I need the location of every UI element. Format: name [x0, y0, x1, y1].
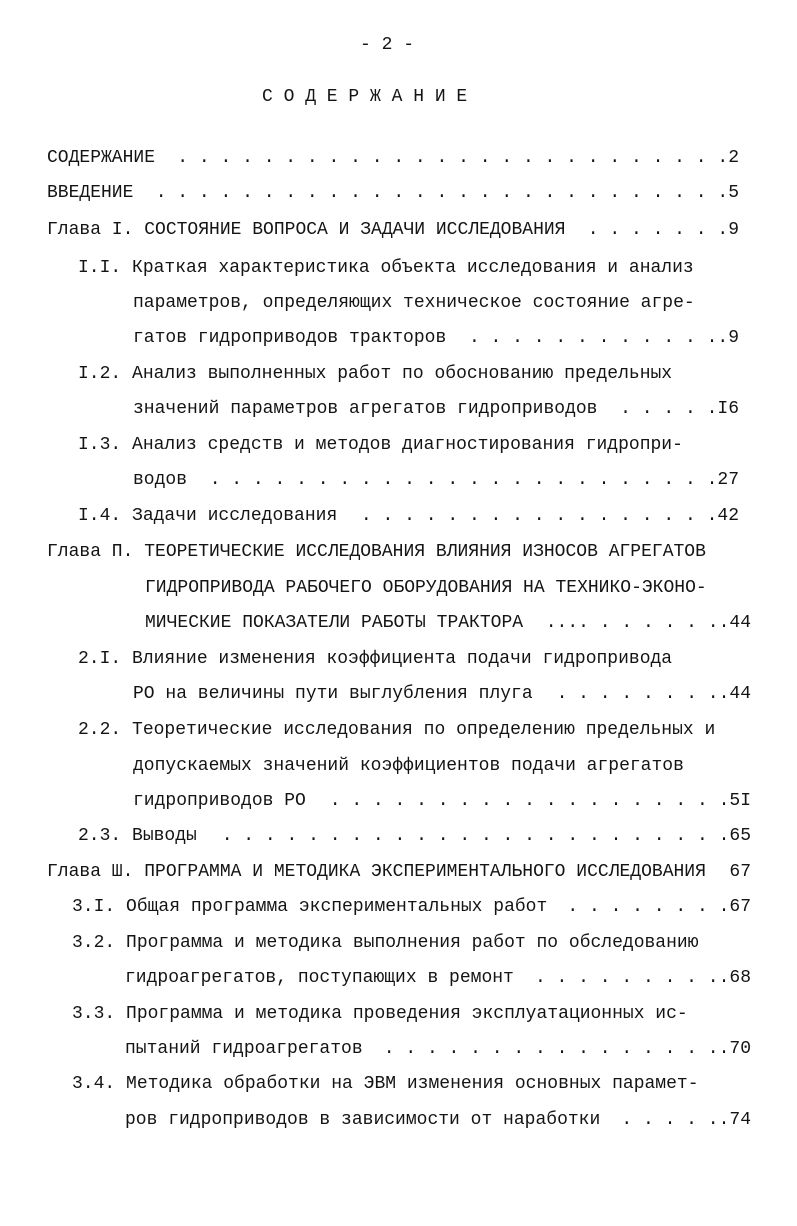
- toc-dot-leader: . . . . . . . . . . . .: [458, 328, 718, 348]
- toc-continuation-line: параметров, определяющих техническое состояние агре-: [133, 293, 695, 313]
- toc-continuation-line: [133, 469, 739, 491]
- toc-section-number: I.3.: [78, 435, 122, 455]
- toc-entry-title: СОДЕРЖАНИЕ: [47, 148, 156, 168]
- toc-chapter: [47, 219, 739, 241]
- toc-section: [72, 1073, 699, 1095]
- toc-section-number: 3.2.: [72, 933, 116, 953]
- toc-section: [78, 825, 751, 847]
- toc-entry-title: Анализ средств и методов диагностирования гидропри-: [132, 435, 683, 455]
- toc-section: [78, 648, 672, 670]
- toc-section-number: I.2.: [78, 364, 122, 384]
- toc-entry-title: МИЧЕСКИЕ ПОКАЗАТЕЛИ РАБОТЫ ТРАКТОРА: [145, 613, 524, 633]
- toc-section-number: I.I.: [78, 258, 122, 278]
- toc-page-number: 27: [717, 470, 739, 490]
- toc-dot-leader: . . . . . . . . . . . . . . . . . . .: [318, 791, 730, 811]
- toc-entry-title: Анализ выполненных работ по обоснованию предельных: [132, 364, 673, 384]
- toc-page-number: 9: [728, 220, 739, 240]
- toc-entry: [47, 147, 739, 169]
- toc-entry: [47, 182, 739, 204]
- toc-entry-title: Программа и методика выполнения работ по обследованию: [126, 933, 699, 953]
- toc-continuation-line: [145, 612, 751, 634]
- toc-continuation-line: [133, 327, 739, 349]
- toc-entry-title: гатов гидроприводов тракторов: [133, 328, 447, 348]
- toc-entry-title: Программа и методика проведения эксплуатационных ис-: [126, 1004, 688, 1024]
- toc-entry-title: Глава Ш. ПРОГРАММА И МЕТОДИКА ЭКСПЕРИМЕНТАЛЬНОГО ИССЛЕДОВАНИЯ: [47, 862, 706, 882]
- toc-continuation-line: [133, 683, 751, 705]
- toc-entry-title: Теоретические исследования по определению предельных и: [132, 720, 716, 740]
- toc-entry-title: Методика обработки на ЭВМ изменения основных парамет-: [126, 1074, 699, 1094]
- toc-entry-title: Краткая характеристика объекта исследования и анализ: [132, 258, 694, 278]
- toc-page-number: 5: [728, 183, 739, 203]
- toc-dot-leader: [706, 861, 729, 883]
- toc-page-number: .74: [718, 1110, 751, 1130]
- toc-entry-title: Выводы: [132, 826, 197, 846]
- toc-dot-leader: . . . . . . . . . . . . . . . . . . . . . . . .: [210, 826, 730, 846]
- toc-section: [78, 363, 672, 385]
- toc-entry-title: ров гидроприводов в зависимости от наработки: [125, 1110, 601, 1130]
- toc-entry-title: Глава I. СОСТОЯНИЕ ВОПРОСА И ЗАДАЧИ ИССЛЕДОВАНИЯ: [47, 220, 566, 240]
- toc-page-number: 65: [729, 826, 751, 846]
- toc-dot-leader: . . . . . . . . . . . . . . . . . . . . . . . . . . .: [144, 183, 729, 203]
- toc-page-number: .44: [718, 613, 751, 633]
- toc-section-number: 2.I.: [78, 649, 122, 669]
- toc-page-number: 2: [728, 148, 739, 168]
- toc-entry-title: гидроагрегатов, поступающих в ремонт: [125, 968, 514, 988]
- toc-entry-title: Задачи исследования: [132, 506, 338, 526]
- toc-dot-leader: . . . . . . . . . . . . . . . . .: [350, 506, 718, 526]
- toc-continuation-line: [133, 790, 751, 812]
- toc-section: [78, 505, 739, 527]
- toc-dot-leader: .... . . . . . .: [534, 613, 719, 633]
- toc-entry-title: Общая программа экспериментальных работ: [126, 897, 548, 917]
- toc-section: [72, 932, 699, 954]
- toc-section-number: 3.I.: [72, 897, 116, 917]
- toc-section: [72, 1003, 688, 1025]
- toc-section-number: I.4.: [78, 506, 122, 526]
- toc-continuation-line: [133, 398, 739, 420]
- toc-chapter: Глава П. ТЕОРЕТИЧЕСКИЕ ИССЛЕДОВАНИЯ ВЛИЯНИЯ ИЗНОСОВ АГРЕГАТОВ: [47, 542, 706, 562]
- toc-dot-leader: . . . . . . . .: [545, 684, 719, 704]
- toc-page-number: .9: [717, 328, 739, 348]
- toc-page-number: 42: [717, 506, 739, 526]
- toc-chapter: [47, 861, 751, 883]
- toc-entry-title: ВВЕДЕНИЕ: [47, 183, 134, 203]
- toc-entry-title: Влияние изменения коэффициента подачи гидропривода: [132, 649, 673, 669]
- toc-continuation-line: [125, 967, 751, 989]
- toc-entry-title: гидроприводов РО: [133, 791, 306, 811]
- toc-section: [78, 719, 715, 741]
- toc-page-number: .44: [718, 684, 751, 704]
- toc-page-number: 5I: [729, 791, 751, 811]
- toc-entry-title: значений параметров агрегатов гидроприводов: [133, 399, 598, 419]
- toc-page-number: .70: [718, 1039, 751, 1059]
- toc-page-number: 67: [729, 897, 751, 917]
- toc-entry-title: РО на величины пути выглубления плуга: [133, 684, 533, 704]
- toc-section-number: 3.3.: [72, 1004, 116, 1024]
- toc-section: [78, 257, 694, 279]
- toc-page-number: I6: [717, 399, 739, 419]
- toc-entry-title: пытаний гидроагрегатов: [125, 1039, 363, 1059]
- toc-entry-title: водов: [133, 470, 188, 490]
- toc-page-number: 67: [729, 862, 751, 882]
- page-title: С О Д Е Р Ж А Н И Е: [262, 87, 468, 107]
- toc-continuation-line: [125, 1038, 751, 1060]
- toc-page-number: .68: [718, 968, 751, 988]
- toc-section: [72, 896, 751, 918]
- toc-section-number: 3.4.: [72, 1074, 116, 1094]
- toc-dot-leader: . . . . . . . . . . . . . . . .: [372, 1039, 719, 1059]
- toc-dot-leader: . . . . .: [609, 399, 718, 419]
- toc-continuation-line: ГИДРОПРИВОДА РАБОЧЕГО ОБОРУДОВАНИЯ НА ТЕХНИКО-ЭКОНО-: [145, 578, 707, 598]
- toc-section: [78, 434, 683, 456]
- toc-dot-leader: . . . . . . . . .: [524, 968, 719, 988]
- toc-dot-leader: . . . . . . . . . . . . . . . . . . . . . . . . . .: [166, 148, 729, 168]
- toc-section-number: 2.2.: [78, 720, 122, 740]
- toc-dot-leader: . . . . . . .: [576, 220, 729, 240]
- toc-dot-leader: . . . . . . . .: [556, 897, 730, 917]
- toc-dot-leader: . . . . .: [610, 1110, 719, 1130]
- toc-section-number: 2.3.: [78, 826, 122, 846]
- toc-continuation-line: допускаемых значений коэффициентов подачи агрегатов: [133, 756, 684, 776]
- toc-dot-leader: . . . . . . . . . . . . . . . . . . . . . . . .: [198, 470, 718, 490]
- page-number-header: - 2 -: [360, 35, 415, 55]
- toc-continuation-line: [125, 1109, 751, 1131]
